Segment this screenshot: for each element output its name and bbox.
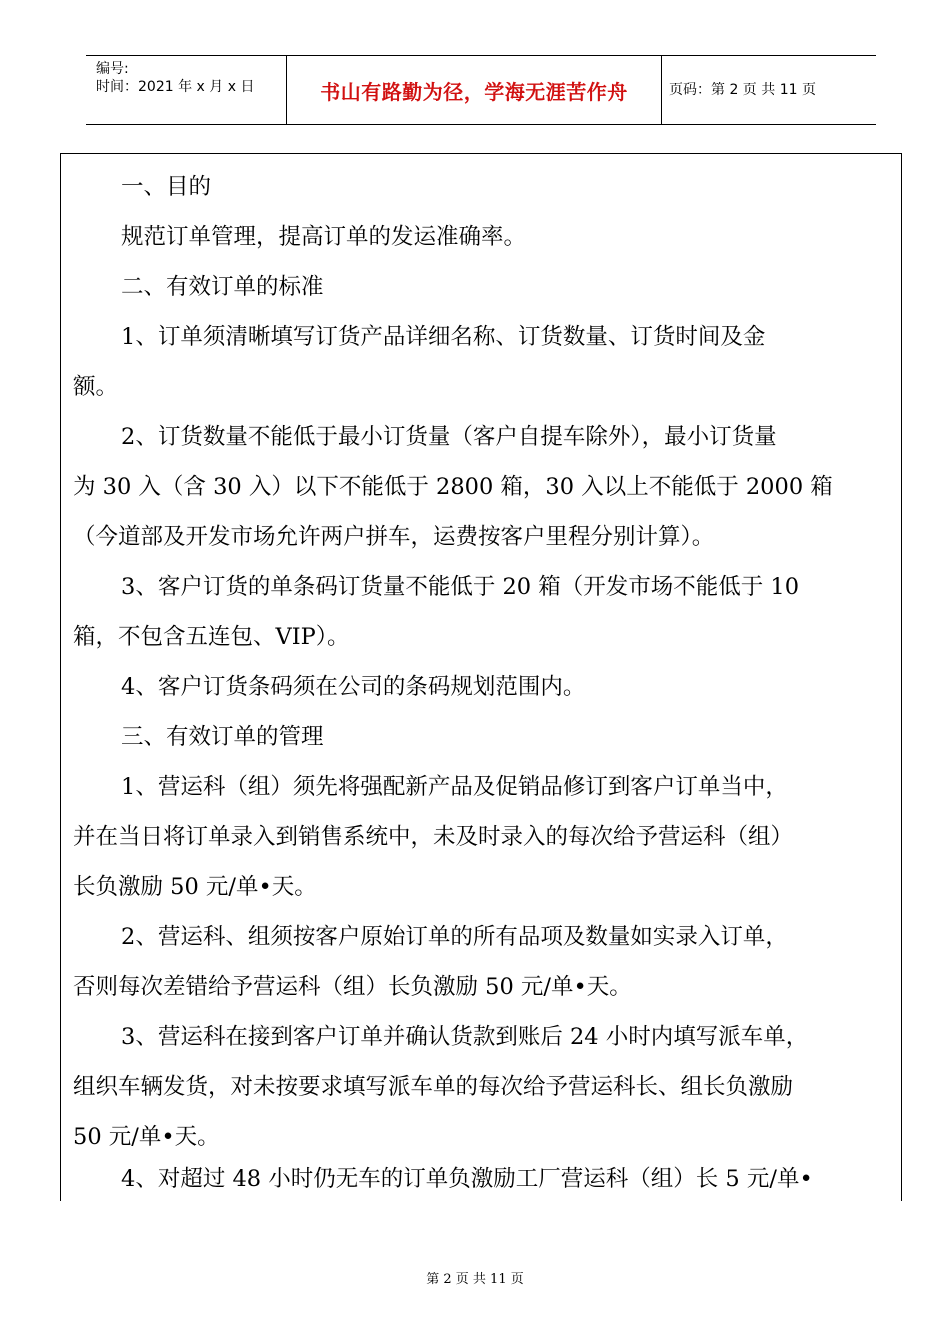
paragraph-line: 1、订单须清晰填写订货产品详细名称、订货数量、订货时间及金 <box>121 324 766 350</box>
header-meta <box>86 56 286 124</box>
paragraph-line: 为 30 入（含 30 入）以下不能低于 2800 箱，30 入以上不能低于 2000 箱 <box>73 474 833 500</box>
paragraph-line: 50 元/单•天。 <box>73 1124 220 1150</box>
page-footer: 第 2 页 共 11 页 <box>426 1272 524 1287</box>
paragraph-line: 2、营运科、组须按客户原始订单的所有品项及数量如实录入订单， <box>121 924 788 950</box>
paragraph-line: 3、客户订货的单条码订货量不能低于 20 箱（开发市场不能低于 10 <box>121 574 800 600</box>
header-page-cell <box>661 56 876 124</box>
section-heading: 三、有效订单的管理 <box>121 724 324 750</box>
paragraph-line: 箱，不包含五连包、VIP）。 <box>73 624 350 650</box>
paragraph-line: 3、营运科在接到客户订单并确认货款到账后 24 小时内填写派车单， <box>121 1024 809 1050</box>
motto-text: 书山有路勤为径，学海无涯苦作舟 <box>320 79 628 104</box>
paragraph-line: 4、对超过 48 小时仍无车的订单负激励工厂营运科（组）长 5 元/单• <box>121 1166 813 1192</box>
section-heading: 二、有效订单的标准 <box>121 274 324 300</box>
paragraph-line: 4、客户订货条码须在公司的条码规划范围内。 <box>121 674 586 700</box>
paragraph-line: 长负激励 50 元/单•天。 <box>73 874 317 900</box>
time-label: 时间：2021 年 x 月 x 日 <box>96 79 255 95</box>
page-label: 页码：第 2 页 共 11 页 <box>669 82 816 98</box>
paragraph-line: 额。 <box>73 374 119 400</box>
paragraph-line: 规范订单管理，提高订单的发运准确率。 <box>121 224 527 250</box>
section-heading: 一、目的 <box>121 174 212 200</box>
paragraph-line: 组织车辆发货，对未按要求填写派车单的每次给予营运科长、组长负激励 <box>73 1074 794 1100</box>
document-header <box>86 55 876 125</box>
document-body <box>60 153 902 1201</box>
paragraph-line: （今道部及开发市场允许两户拼车，运费按客户里程分别计算）。 <box>73 524 715 550</box>
paragraph-line: 1、营运科（组）须先将强配新产品及促销品修订到客户订单当中， <box>121 774 788 800</box>
header-motto-cell <box>286 56 662 124</box>
paragraph-line: 否则每次差错给予营运科（组）长负激励 50 元/单•天。 <box>73 974 632 1000</box>
paragraph-line: 2、订货数量不能低于最小订货量（客户自提车除外），最小订货量 <box>121 424 777 450</box>
paragraph-line: 并在当日将订单录入到销售系统中，未及时录入的每次给予营运科（组） <box>73 824 794 850</box>
number-label: 编号: <box>96 61 129 77</box>
